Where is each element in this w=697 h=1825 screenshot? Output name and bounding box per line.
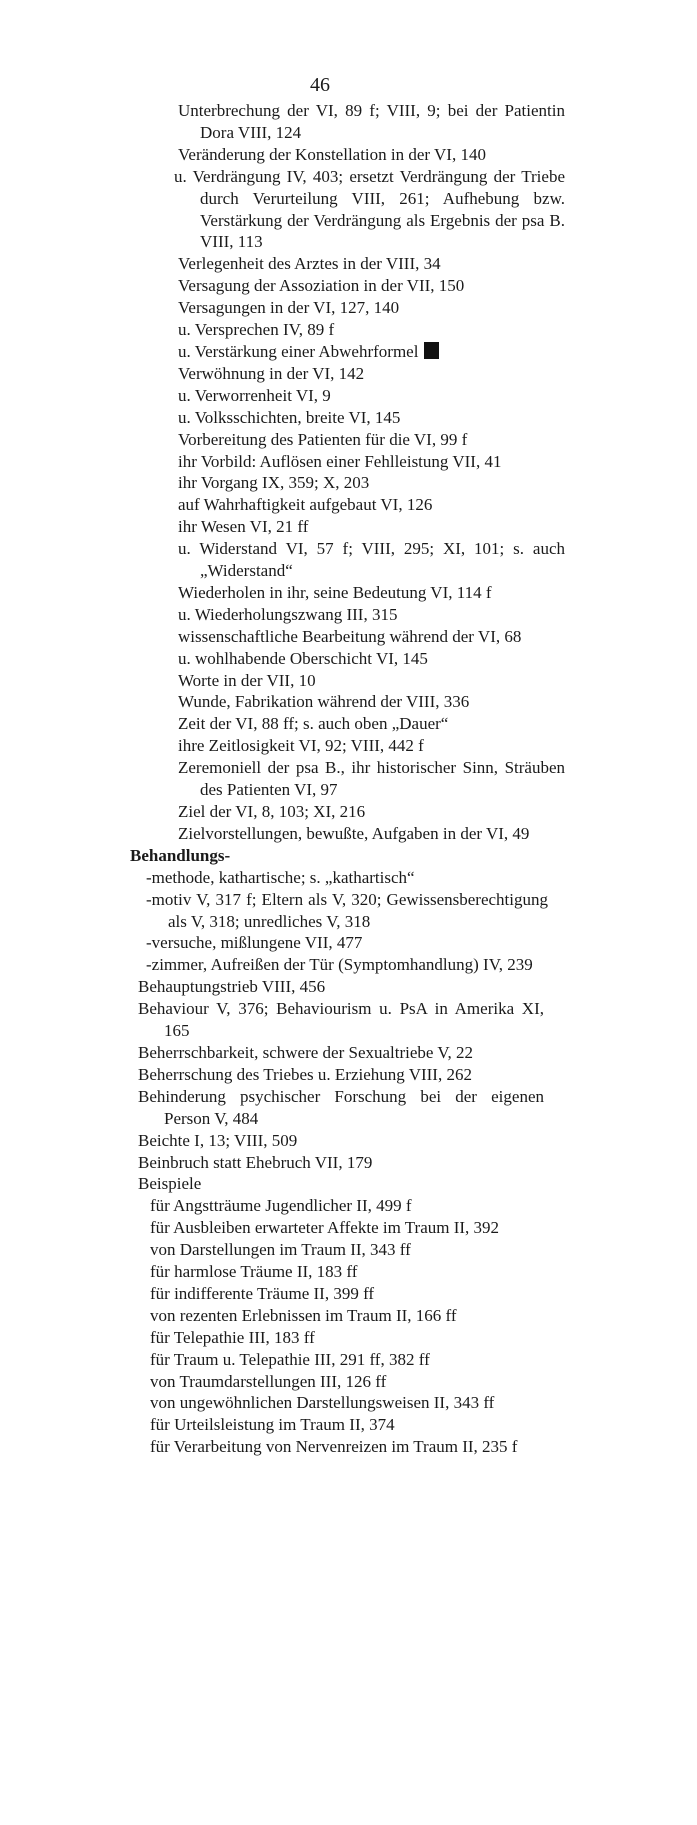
index-entry-text: für harmlose Träume II, 183 ff <box>150 1262 358 1282</box>
index-entry-text: Zeit der VI, 88 ff; s. auch oben „Dauer“ <box>178 714 449 734</box>
index-entry <box>178 757 565 801</box>
index-entry-text: u. Volksschichten, breite VI, 145 <box>178 407 401 427</box>
index-entry <box>150 1349 546 1371</box>
index-entry <box>150 1195 546 1217</box>
index-entry-text: Beinbruch statt Ehebruch VII, 179 <box>138 1152 373 1172</box>
index-entry-text: u. Widerstand VI, 57 f; VIII, 295; XI, 101; s. auch „Widerstand“ <box>178 539 565 581</box>
index-entry-text: Behinderung psychischer Forschung bei der eigenen Person V, 484 <box>138 1086 544 1128</box>
index-entry <box>146 867 548 889</box>
index-entry-text: für Urteilsleistung im Traum II, 374 <box>150 1415 395 1435</box>
index-entry <box>178 538 565 582</box>
index-entry-text: von Traumdarstellungen III, 126 ff <box>150 1371 387 1391</box>
index-entry <box>178 144 565 166</box>
index-entry <box>178 648 565 670</box>
index-entry-text: Zeremoniell der psa B., ihr historischer Sinn, Sträuben des Patienten VI, 97 <box>178 758 565 800</box>
index-entry-text: ihr Vorgang IX, 359; X, 203 <box>178 473 370 493</box>
index-entry-text: von Darstellungen im Traum II, 343 ff <box>150 1240 411 1260</box>
index-entry-text: Versagung der Assoziation in der VII, 150 <box>178 276 465 296</box>
index-entry-text: Beherrschbarkeit, schwere der Sexualtriebe V, 22 <box>138 1042 474 1062</box>
index-entry-text: u. Versprechen IV, 89 f <box>178 320 335 340</box>
index-entry <box>178 253 565 275</box>
index-entry <box>178 429 565 451</box>
index-entry-text: wissenschaftliche Bearbeitung während der VI, 68 <box>178 626 522 646</box>
index-entry <box>150 1371 546 1393</box>
index-entry <box>178 385 565 407</box>
index-entry-text: Wunde, Fabrikation während der VIII, 336 <box>178 692 470 712</box>
index-entry <box>178 823 565 845</box>
index-entry-text: Behaviour V, 376; Behaviourism u. PsA in Amerika XI, 165 <box>138 999 544 1041</box>
index-entry-text: Ziel der VI, 8, 103; XI, 216 <box>178 802 366 821</box>
index-entry <box>174 166 565 254</box>
index-entry <box>178 626 565 648</box>
index-entry-text: Wiederholen in ihr, seine Bedeutung VI, 114 f <box>178 582 492 602</box>
index-entry <box>178 275 565 297</box>
index-entry-text: für Traum u. Telepathie III, 291 ff, 382 ff <box>150 1349 430 1369</box>
index-entry <box>150 1305 546 1327</box>
index-entry <box>178 516 565 538</box>
index-entry <box>138 1064 544 1086</box>
index-entry <box>178 801 565 823</box>
index-entry-text: Verlegenheit des Arztes in der VIII, 34 <box>178 254 441 274</box>
index-entry <box>178 319 565 341</box>
index-entry-text: u. Verstärkung einer Abwehrformel <box>178 341 419 361</box>
index-entry-text: u. Verdrängung IV, 403; ersetzt Verdrängung der Triebe durch Verurteilung VIII, 261; Aufhebung bzw. Verstärkung der Verdrängung als Ergebnis der psa B. VIII, 113 <box>174 166 565 252</box>
index-entry <box>138 1130 544 1152</box>
index-entry-text: Verwöhnung in der VI, 142 <box>178 363 365 383</box>
index-entry <box>150 1392 546 1414</box>
index-entry <box>138 1152 544 1174</box>
index-entry <box>146 954 548 976</box>
index-entry-text: von ungewöhnlichen Darstellungsweisen II, 343 ff <box>150 1393 495 1413</box>
index-entry <box>138 1086 544 1130</box>
index-entry <box>178 735 565 757</box>
index-entry-text: -motiv V, 317 f; Eltern als V, 320; Gewissensberechtigung als V, 318; unredliches V, 318 <box>146 889 548 931</box>
index-entry <box>150 1261 546 1283</box>
index-entry-text: -versuche, mißlungene VII, 477 <box>146 933 363 953</box>
index-entry <box>178 691 565 713</box>
index-entry <box>178 604 565 626</box>
ink-blot-mark <box>424 342 439 359</box>
page-number: 46 <box>310 74 330 96</box>
index-entry-text: von rezenten Erlebnissen im Traum II, 166 ff <box>150 1305 457 1325</box>
index-entry <box>146 932 548 954</box>
index-entry-text: Zielvorstellungen, bewußte, Aufgaben in der VI, 49 <box>178 823 530 843</box>
index-entry-text: -methode, kathartische; s. „kathartisch“ <box>146 867 415 887</box>
index-entry-text: für Verarbeitung von Nervenreizen im Traum II, 235 f <box>150 1437 518 1457</box>
index-entry <box>178 341 565 363</box>
index-entry-text: Behauptungstrieb VIII, 456 <box>138 977 326 997</box>
index-entry <box>178 582 565 604</box>
index-entry <box>178 494 565 516</box>
index-entry <box>138 976 544 998</box>
index-entry <box>178 713 565 735</box>
index-entry <box>150 1414 546 1436</box>
index-entry <box>138 1042 544 1064</box>
index-entry-text: für indifferente Träume II, 399 ff <box>150 1283 375 1303</box>
index-entry-text: Vorbereitung des Patienten für die VI, 99 f <box>178 429 468 449</box>
index-entry-text: ihre Zeitlosigkeit VI, 92; VIII, 442 f <box>178 736 424 756</box>
index-entry <box>150 1239 546 1261</box>
index-entry <box>150 1217 546 1239</box>
index-entry-text: ihr Vorbild: Auflösen einer Fehlleistung VII, 41 <box>178 451 502 471</box>
index-entry-text: Worte in der VII, 10 <box>178 670 316 690</box>
index-entry-text: für Telepathie III, 183 ff <box>150 1327 315 1347</box>
index-entry-text: u. Wiederholungszwang III, 315 <box>178 604 398 624</box>
index-entry <box>178 451 565 473</box>
index-entry-text: u. Verworrenheit VI, 9 <box>178 385 331 405</box>
index-entry-text: -zimmer, Aufreißen der Tür (Symptomhandlung) IV, 239 <box>146 955 533 975</box>
index-entry <box>178 670 565 692</box>
index-entry-text: auf Wahrhaftigkeit aufgebaut VI, 126 <box>178 495 433 515</box>
index-entry-text: für Ausbleiben erwarteter Affekte im Traum II, 392 <box>150 1218 500 1238</box>
index-entry <box>178 407 565 429</box>
index-entry <box>150 1327 546 1349</box>
index-entry-text: für Angstträume Jugendlicher II, 499 f <box>150 1196 412 1216</box>
index-entry <box>178 472 565 494</box>
index-entry <box>150 1283 546 1305</box>
index-entry <box>146 889 548 933</box>
index-entry <box>130 845 546 867</box>
index-entry-text: Versagungen in der VI, 127, 140 <box>178 298 400 318</box>
index-entry-text: ihr Wesen VI, 21 ff <box>178 517 309 537</box>
index-entry-text: Beispiele <box>138 1174 202 1194</box>
index-entry-text: u. wohlhabende Oberschicht VI, 145 <box>178 648 428 668</box>
index-entry <box>178 297 565 319</box>
index-entry-text: Behandlungs- <box>130 845 231 865</box>
index-entry <box>138 998 544 1042</box>
index-entry <box>178 100 565 144</box>
index-entry-text: Beherrschung des Triebes u. Erziehung VIII, 262 <box>138 1064 472 1084</box>
index-entry-text: Beichte I, 13; VIII, 509 <box>138 1130 298 1150</box>
index-entries <box>0 100 697 1458</box>
index-entry <box>150 1436 546 1458</box>
index-entry-text: Unterbrechung der VI, 89 f; VIII, 9; bei der Patientin Dora VIII, 124 <box>178 101 565 142</box>
index-entry-text: Veränderung der Konstellation in der VI, 140 <box>178 144 486 164</box>
index-entry <box>178 363 565 385</box>
index-entry <box>138 1173 544 1195</box>
